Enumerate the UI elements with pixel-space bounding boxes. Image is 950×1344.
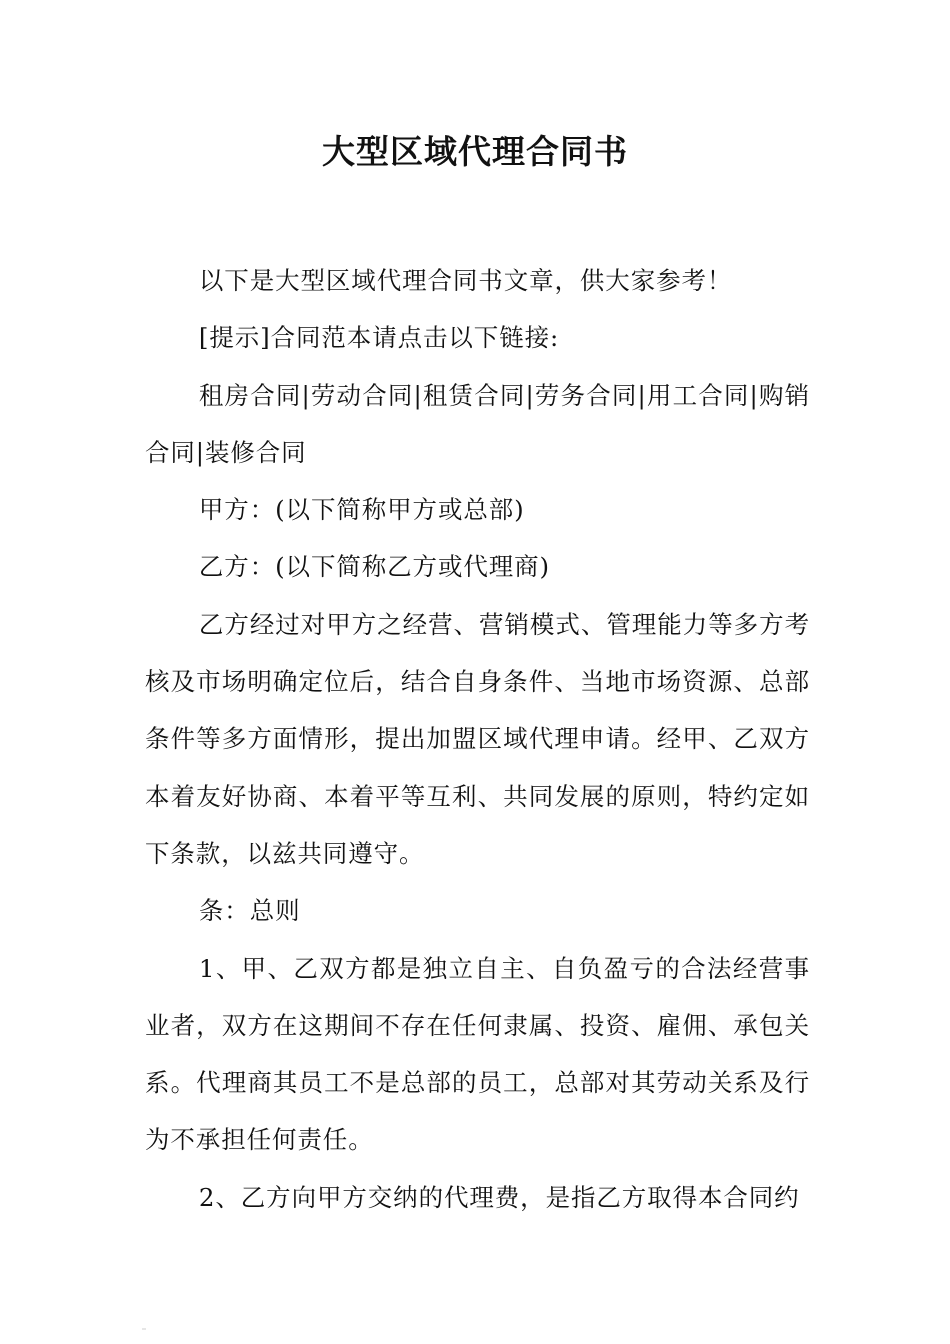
party-a-paragraph: 甲方：(以下简称甲方或总部) <box>198 495 525 525</box>
preamble-paragraph: 乙方经过对甲方之经营、营销模式、管理能力等多方考核及市场明确定位后，结合自身条件、当地市场资源、总部条件等多方面情形，提出加盟区域代理申请。经甲、乙双方本着友好协商、本着平等互利、共同发展的原则，特约定如下条款，以兹共同遵守。 <box>145 609 810 868</box>
clause-1-paragraph: 1、甲、乙双方都是独立自主、自负盈亏的合法经营事业者，双方在这期间不存在任何隶属、投资、雇佣、承包关系。代理商其员工不是总部的员工，总部对其劳动关系及行为不承担任何责任。 <box>145 953 810 1155</box>
party-b-paragraph: 乙方：(以下简称乙方或代理商) <box>198 552 551 582</box>
document-title: 大型区域代理合同书 <box>322 132 628 171</box>
hint-paragraph: [提示]合同范本请点击以下链接: <box>198 323 560 353</box>
page-footer-mark <box>142 1328 146 1330</box>
document-body <box>145 252 810 1226</box>
contract-links-paragraph: 租房合同|劳动合同|租赁合同|劳务合同|用工合同|购销合同|装修合同 <box>145 380 810 467</box>
clause-2-paragraph: 2、乙方向甲方交纳的代理费，是指乙方取得本合同约 <box>198 1182 800 1212</box>
intro-paragraph: 以下是大型区域代理合同书文章，供大家参考！ <box>198 266 733 295</box>
article-heading: 条：总则 <box>198 896 301 926</box>
